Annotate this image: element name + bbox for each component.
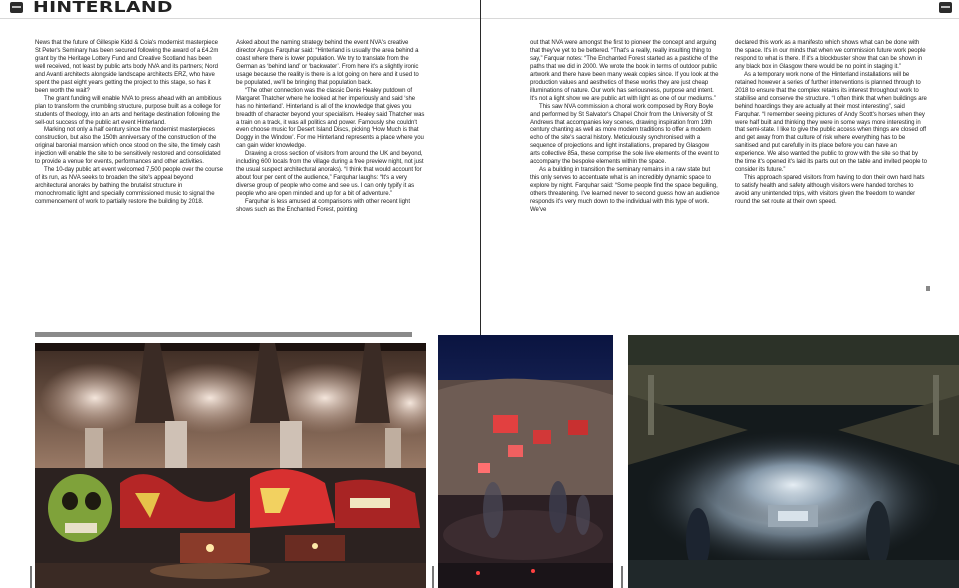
paragraph: News that the future of Gillespie Kidd & Coia's modernist masterpiece St Peter's Seminary has been secured following the award of a £4.2m grant by the Heritage Lottery Fund and Creative Scotland has been well received, not least by public arts body NVA and its partners; Nord and Avanti architects alongside landscape architects ERZ, who have spent the past eight years getting the project to this stage, so has it been worth the wait?: [35, 40, 219, 94]
magazine-title: HINTERLAND: [33, 0, 173, 16]
paragraph: Marking not only a half century since the modernist masterpieces construction, but also the 150th anniversary of the construction of the original baronial mansion which once stood on the site, the timely cash injection will enable the site to be sensitively restored and consolidated to provide a venue for events, performances and other activities.: [35, 127, 221, 166]
paragraph: Drawing a cross section of visitors from around the UK and beyond, including 600 locals from the village during a free preview night, not just the usual suspect architectural anoraks). “I think that would account for about four per cent of the audience,” Farquhar laughs: “It's a very diverse group of people who come and see us. I can only typify it as people who are open minded and up for a bit of adventure.”: [236, 151, 424, 198]
menu-icon[interactable]: [10, 2, 23, 13]
paragraph: out that NVA were amongst the first to pioneer the concept and arguing that they've yet to be bettered. “That's a really, really insulting thing to say,” Farquar notes: “The Enchanted Forest started as a pastiche of the paths that we did in 2000. We wrote the book in terms of outdoor public artwork and there have been many weak copies since. If you look at the production values and aesthetics of these works they are just cheap illuminations of nature. Our work has seriousness, purpose and intent. It's not a light show we are public art with light as one of our mediums.”: [530, 40, 719, 102]
paragraph: Farquhar is less amused at comparisons with other recent light shows such as the Enchanted Forest, pointing: [236, 199, 410, 214]
paragraph: The grant funding will enable NVA to press ahead with an ambitious plan to transform the crumbling structure, purpose built as a college for students of theology, into an arts and heritage destination following the sell-out success of the public art event Hinterland.: [35, 95, 222, 126]
paragraph: As a temporary work none of the Hinterland installations will be retained however a series of further interventions is planned through to 2018 to ensure that the complex retains its interest throughout work to stabilise and conserve the structure. “I often think that when buildings are behind hoardings they are actually at their most interesting”, said Farquhar. “I remember seeing pictures of Andy Scott's horses when they were half built and thinking they were in some ways more interesting in that semi-state. I like to give the public access when things are closed off and get away from that culture of risk where everything has to be sanitised and put carefully in its place before you can have an experience. We also wanted the public to grow with the site so that by the time it's opened it's laid its parts out on the table and invited people to consider its future.”: [735, 71, 927, 174]
section-rule: [35, 332, 412, 337]
paragraph: As a building in transition the seminary remains in a raw state but this only serves to accentuate what is an incredibly dynamic space to explore by night. Farquhar said: “Some people find the space beguiling, others threatening. I've learned never to second guess how an audience responds it's very much down to the individual with this type of work. We've: [530, 167, 720, 214]
smoke-installation-photo: [628, 335, 959, 588]
page-edge-mark: [432, 566, 434, 588]
undercroft-graffiti-photo: [35, 343, 426, 588]
article-column-4: [735, 40, 927, 207]
paragraph: Asked about the naming strategy behind the event NVA's creative director Angus Farquhar said: “Hinterland is usually the area behind a coast where there is lower population. We try to translate from the German as ‘behind land’ or ‘backwater’. From here it's a slightly ironic usage because the reality is there is a lot going on here and it used to be populated, we'll be bringing that population back.: [236, 40, 419, 86]
paragraph: The 10-day public art event welcomed 7,500 people over the course of its run, as NVA seeks to broaden the site's appeal beyond architectural anoraks by bathing the brutalist structure in monochromatic light and specially commissioned music to signal the commencement of work to partially restore the building by 2018.: [35, 167, 223, 206]
page-edge-mark: [621, 566, 623, 588]
paragraph: This saw NVA commission a choral work composed by Rory Boyle and performed by St Salvator's Chapel Choir from the University of St Andrews that accompanies key scenes, drawing inspiration from 19th century chanting as well as more modern traditions to offer a modern echo of the site's sacral history. Meticulously synchronised with a sequence of projections and light installations, prepared by Glasgow arts collective 85a, these comprise the sole live elements of the event to accompany the bespoke elements within the space.: [530, 103, 719, 166]
paragraph: This approach spared visitors from having to don their own hard hats to satisfy health and safety although visitors were handed torches to avoid any unintended trips, with visitors given the freedom to wander round the set route at their own speed.: [735, 175, 925, 206]
seminary-night-visitors-photo: [438, 335, 613, 588]
paragraph: declared this work as a manifesto which shows what can be done with the space. It's in our minds that when we commission future work people respond to what is there. If it's a blockbuster show that can be shown in any black box in Glasgow there would be no point in staging it.”: [735, 40, 926, 70]
article-column-1: [35, 40, 223, 207]
end-mark: [926, 286, 930, 291]
page-edge-mark: [30, 566, 32, 588]
article-column-3: [530, 40, 720, 215]
menu-icon[interactable]: [939, 2, 952, 13]
paragraph: “The other connection was the classic Denis Healey putdown of Margaret Thatcher where he looked at her imperiously and said ‘she has no hinterland’. Hinterland is all of the knowledge that gives you breadth of character beyond your specialism. Healey said Thatcher was a train on a track, it was all politics and power. Famously she couldn't even choose music for Desert Island Discs, picking ‘How Much is that Doggy in the Window’. For me Hinterland represents a place where you can gain wider knowledge.: [236, 87, 425, 150]
article-column-2: [236, 40, 426, 215]
